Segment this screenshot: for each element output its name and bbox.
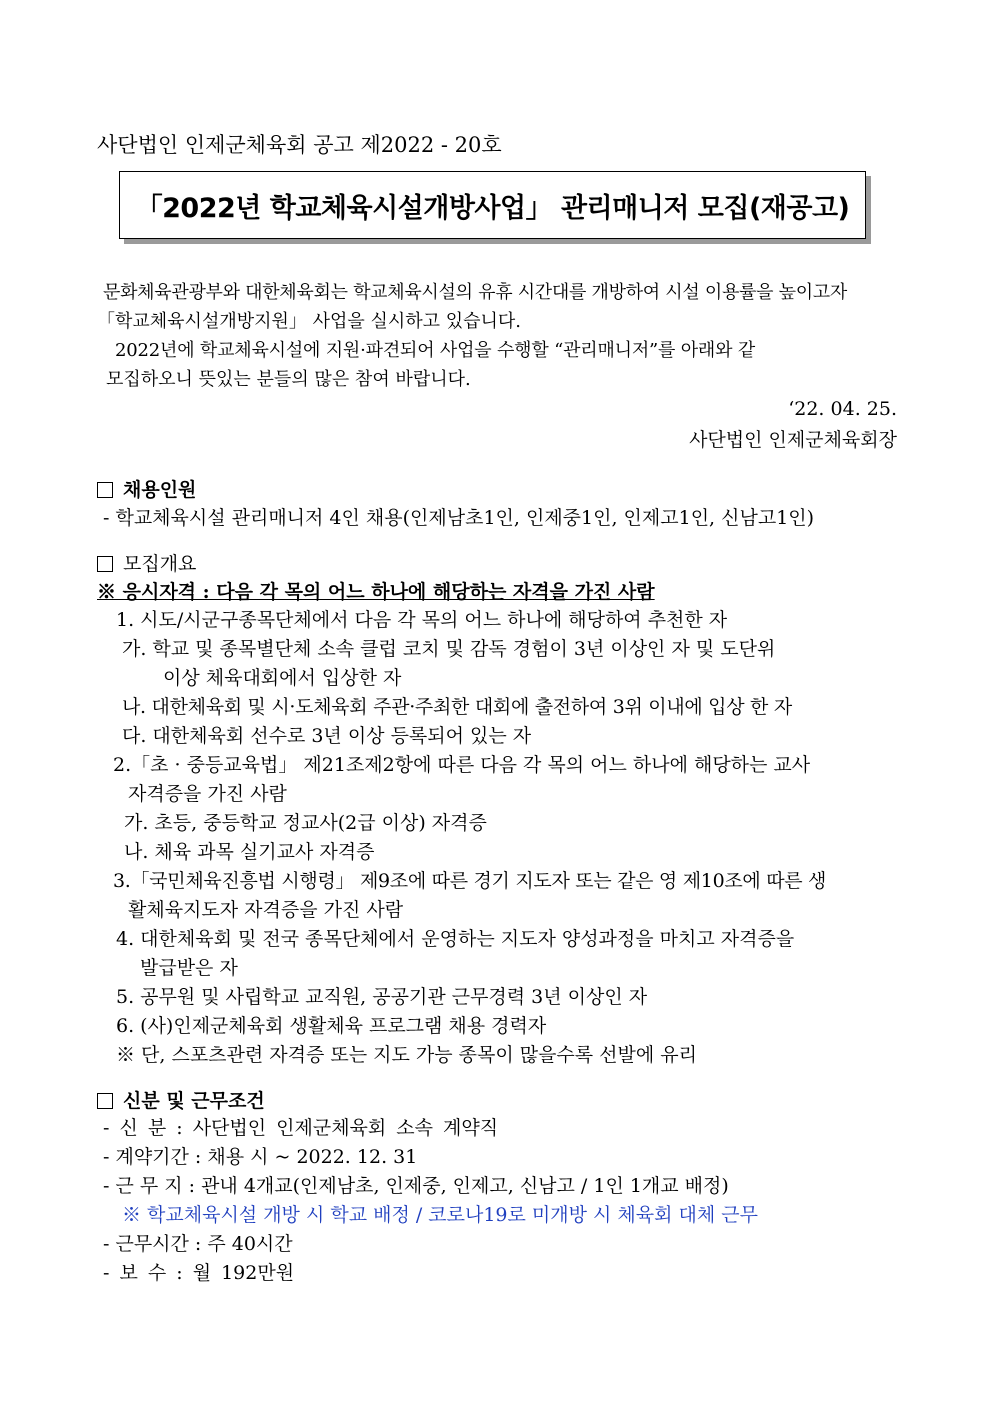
- item-2-line-2: 자격증을 가진 사람: [128, 783, 287, 805]
- item-2b: 나. 체육 과목 실기교사 자격증: [124, 841, 375, 863]
- section-conditions-heading: [97, 1089, 265, 1113]
- section-recruit-label: 채용인원: [123, 479, 197, 501]
- item-4-line-1: 4. 대한체육회 및 전국 종목단체에서 운영하는 지도자 양성과정을 마치고 자격증을: [116, 928, 795, 950]
- checkbox-square-icon: [97, 556, 113, 572]
- condition-hours: - 근무시간 : 주 40시간: [103, 1233, 293, 1255]
- item-3-line-1: 3.「국민체육진흥법 시행령」 제9조에 따른 경기 지도자 또는 같은 영 제10조에 따른 생: [113, 870, 827, 892]
- condition-pay: - 보 수 : 월 192만원: [103, 1262, 295, 1284]
- notice-number: 사단법인 인제군체육회 공고 제2022 - 20호: [97, 133, 502, 157]
- item-1a-line-1: 가. 학교 및 종목별단체 소속 클럽 코치 및 감독 경험이 3년 이상인 자 및 도단위: [122, 638, 776, 660]
- section-recruit-heading: [97, 478, 196, 502]
- intro-line-2: 「학교체육시설개방지원」 사업을 실시하고 있습니다.: [97, 311, 522, 332]
- issuer: 사단법인 인제군체육회장: [689, 429, 897, 451]
- item-5: 5. 공무원 및 사립학교 교직원, 공공기관 근무경력 3년 이상인 자: [116, 986, 648, 1008]
- condition-status: - 신 분 : 사단법인 인제군체육회 소속 계약직: [103, 1117, 499, 1139]
- section-conditions-label: 신분 및 근무조건: [123, 1090, 265, 1112]
- item-3-line-2: 활체육지도자 자격증을 가진 사람: [128, 899, 404, 921]
- section-overview-heading: [97, 552, 196, 576]
- item-1b: 나. 대한체육회 및 시·도체육회 주관·주최한 대회에 출전하여 3위 이내에 입상 한 자: [122, 696, 792, 718]
- condition-location-note: ※ 학교체육시설 개방 시 학교 배정 / 코로나19로 미개방 시 체육회 대체 근무: [122, 1204, 758, 1226]
- page-title: 「2022년 학교체육시설개방사업」 관리매니저 모집(재공고): [135, 192, 850, 224]
- qualification-heading: ※ 응시자격 : 다음 각 목의 어느 하나에 해당하는 자격을 가진 사람: [97, 581, 655, 603]
- intro-line-1: 문화체육관광부와 대한체육회는 학교체육시설의 유휴 시간대를 개방하여 시설 이용률을 높이고자: [103, 282, 847, 303]
- intro-line-3: 2022년에 학교체육시설에 지원·파견되어 사업을 수행할 “관리매니저”를 아래와 같: [115, 340, 756, 361]
- item-1a-line-2: 이상 체육대회에서 입상한 자: [163, 667, 402, 689]
- item-6: 6. (사)인제군체육회 생활체육 프로그램 채용 경력자: [116, 1015, 547, 1037]
- notice-date: ‘22. 04. 25.: [788, 398, 897, 420]
- checkbox-square-icon: [97, 1093, 113, 1109]
- recruit-detail: - 학교체육시설 관리매니저 4인 채용(인제남초1인, 인제중1인, 인제고1인, 신남고1인): [103, 507, 815, 529]
- intro-line-4: 모집하오니 뜻있는 분들의 많은 참여 바랍니다.: [106, 369, 471, 390]
- overview-note: ※ 단, 스포츠관련 자격증 또는 지도 가능 종목이 많을수록 선발에 유리: [116, 1044, 697, 1066]
- item-4-line-2: 발급받은 자: [140, 957, 238, 979]
- item-2-line-1: 2.「초 · 중등교육법」 제21조제2항에 따른 다음 각 목의 어느 하나에 해당하는 교사: [113, 754, 811, 776]
- condition-period: - 계약기간 : 채용 시 ~ 2022. 12. 31: [103, 1146, 418, 1168]
- condition-location: - 근 무 지 : 관내 4개교(인제남초, 인제중, 인제고, 신남고 / 1인 1개교 배정): [103, 1175, 729, 1197]
- checkbox-square-icon: [97, 482, 113, 498]
- item-2a: 가. 초등, 중등학교 정교사(2급 이상) 자격증: [124, 812, 487, 834]
- section-overview-label: 모집개요: [123, 553, 197, 575]
- title-box: [119, 171, 866, 239]
- item-1c: 다. 대한체육회 선수로 3년 이상 등록되어 있는 자: [122, 725, 532, 747]
- item-1: 1. 시도/시군구종목단체에서 다음 각 목의 어느 하나에 해당하여 추천한 자: [116, 609, 728, 631]
